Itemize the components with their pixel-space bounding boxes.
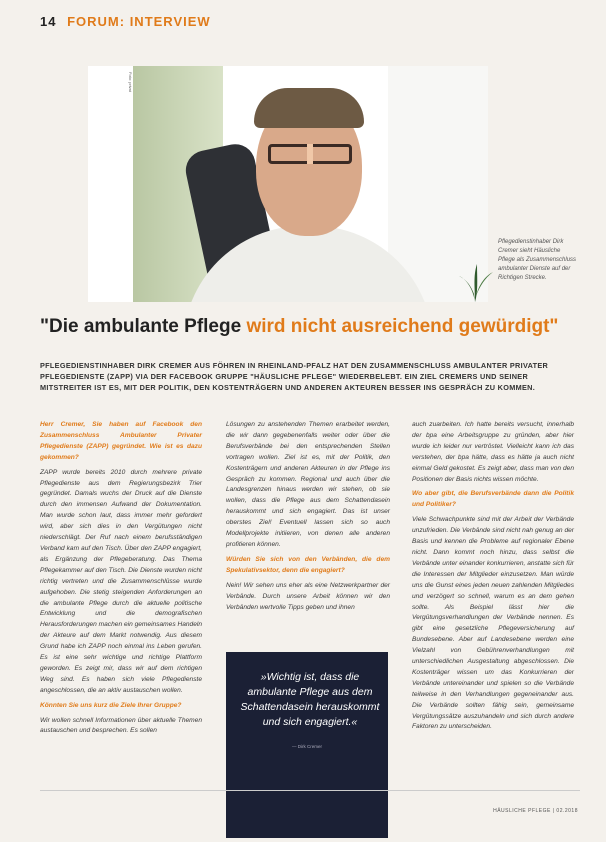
pull-quote: [226, 652, 388, 838]
title-part2: wird nicht ausreichend gewürdigt": [246, 316, 559, 337]
footer-divider: [40, 790, 580, 791]
pull-quote-author: — Dirk Cremer: [292, 744, 322, 749]
answer-3-cont: auch zuarbeiten. Ich hatte bereits versucht, innerhalb der bpa eine Arbeitsgruppe zu gründen, aber hier wurde ich leider nur vertröstet. Vielleicht kann ich das verstehen, der bpa hätte, dass es hätte ja auch nicht einmal Geld gekostet. Es zeigt aber, dass man von den Positionen der Basis nichts wissen möchte.: [412, 421, 574, 483]
article-lead: PFLEGEDIENSTINHABER DIRK CREMER AUS FÖHREN IN RHEINLAND-PFALZ HAT DEN ZUSAMMENSCHLUSS AMBULANTER PRIVATER PFLEGEDIENSTE (ZAPP) VIA DER FACEBOOK GRUPPE "HÄUSLICHE PFLEGE" WIEDERBELEBT. EIN ZIEL CREMERS UND SEINER MITSTREITER IST ES, MIT DER POLITIK, DEN KOSTENTRÄGERN UND ANDEREN AKTEUREN BESSER INS GESPRÄCH ZU KOMMEN.: [40, 361, 549, 392]
column-3: [412, 420, 574, 737]
photo-credit: Foto: privat: [128, 72, 133, 93]
column-1: [40, 420, 202, 741]
answer-2-start: Wir wollen schnell Informationen über aktuelle Themen austauschen und besprechen. Es sollen: [40, 716, 202, 735]
photo-caption: Pflegedienstinhaber Dirk Cremer sieht Häusliche Pflege als Zusammenschluss ambulanter Dienste auf der Richtigen Strecke.: [498, 239, 577, 281]
interview-photo: [88, 66, 488, 302]
section-title: FORUM: INTERVIEW: [67, 14, 211, 29]
title-part1: "Die ambulante Pflege: [40, 316, 247, 337]
question-3: Würden Sie sich von den Verbänden, die dem Spekulativsektor, denn die engagiert?: [226, 555, 390, 574]
question-1: Herr Cremer, Sie haben auf Facebook den Zusammenschluss Ambulanter Privater Pflegedienste (ZAPP) gegründet. Wie ist es dazu gekommen?: [40, 421, 202, 461]
answer-2-cont: Lösungen zu anstehenden Themen erarbeitet werden, die wir dann gegebenenfalls weiter oder über die Berufsverbände bei den entsprechenden Stellen vortragen wollen. Ziel ist es, mit der Politik, den Kostenträgern und anderen Akteuren in der Pflege ins Gespräch zu kommen. Regional und auch über die Landesgrenzen hinaus werden wir stehen, ob sie wollen, dass die Pflege aus dem Schattendasein herauskommt und sich engagiert. Das ist unser oberstes Ziel! Eventuell lassen sich so auch Modellprojekte initiieren, von denen alle anderen profitieren können.: [226, 421, 390, 548]
question-4: Wo aber gibt, die Berufsverbände dann die Politik und Politiker?: [412, 490, 574, 509]
article-title: [40, 316, 558, 338]
page-header: [40, 14, 211, 29]
page-footer: HÄUSLICHE PFLEGE | 02.2018: [493, 808, 578, 814]
answer-4: Viele Schwachpunkte sind mit der Arbeit der Verbände unzufrieden. Die Verbände sind nicht nah genug an der Basis und kennen die Probleme auf regionaler Ebene nicht. Dann kommt noch hinzu, dass selbst die Verbände unter einander konkurrieren, anstatte sich für die Interessen der Mitglieder einzusetzen. Man würde uns die Gunst eines jeden neuen zahlenden Mitgliedes und verzögert so schnell, warum es an dem gehen sollte. Als Beispiel lässt hier die Vergütungsverhandlungen der Verbände nennen. Es gibt eine gesetzliche Pflegeversicherung auf Bundesebene. Aber auf Landesebene werden eine Vielzahl von Gebührenverhandlungen mit unterschiedlichen Ausgestaltung abgeschlossen. Die Kostenträger wissen um das Konkurrieren der Verbände untereinander und spielen so die Verbände teilweise in den Verhandlungen gegeneinander aus. Die Verbände sollten fähig sein, gemeinsame Vergütungssätze auszuhandeln und sich durch andere Faktoren zu unterscheiden.: [412, 516, 574, 731]
pull-quote-text: »Wichtig ist, dass die ambulante Pflege aus dem Schattendasein herauskommt und sich engagiert.«: [240, 671, 380, 728]
plant-illustration: [455, 258, 495, 302]
answer-1: ZAPP wurde bereits 2010 durch mehrere private Pflegedienste aus dem Regierungsbezirk Trier gegründet. Damals wuchs der Druck auf die Dienste durch den immensen Aufwand der Dokumentation. Man wurde schon laut, dass immer mehr gefordert wird, aber sich dies in den Vergütungen nicht niederschlägt. Der Ruf nach einem berufsständigen Verband kam auf den Tisch. Über den ZAPP engagiert, als Ergänzung der Pflegeberatung. Das Thema Pflegekammer auf den Tisch. Die Dienste wurden nicht richtig vertreten und die Zusammenschlüsse wurde aufgehoben. Die stetig steigenden Anforderungen an die ambulante Pflege durch die aktuelle politische Entwicklung und die demografischen Herausforderungen machen ein gemeinsames Handeln der Akteure auf dem Markt notwendig. Aus diesem Grund habe ich ZAPP noch einmal ins Leben gerufen. Es ist eine sehr wichtige und richtige Plattform geworden. Es zeigt mir, dass wir auf dem richtigen Weg sind. Es haben sich viele Pflegedienste angeschlossen, die an aktiv austauschen wollen.: [40, 468, 203, 694]
column-2: [226, 420, 390, 617]
page-number: 14: [40, 14, 57, 29]
answer-3: Nein! Wir sehen uns eher als eine Netzwerkpartner der Verbände. Durch unsere Arbeit können wir den Verbänden wertvolle Tipps geben und ihnen: [226, 581, 390, 611]
question-2: Könnten Sie uns kurz die Ziele Ihrer Gruppe?: [40, 701, 182, 709]
